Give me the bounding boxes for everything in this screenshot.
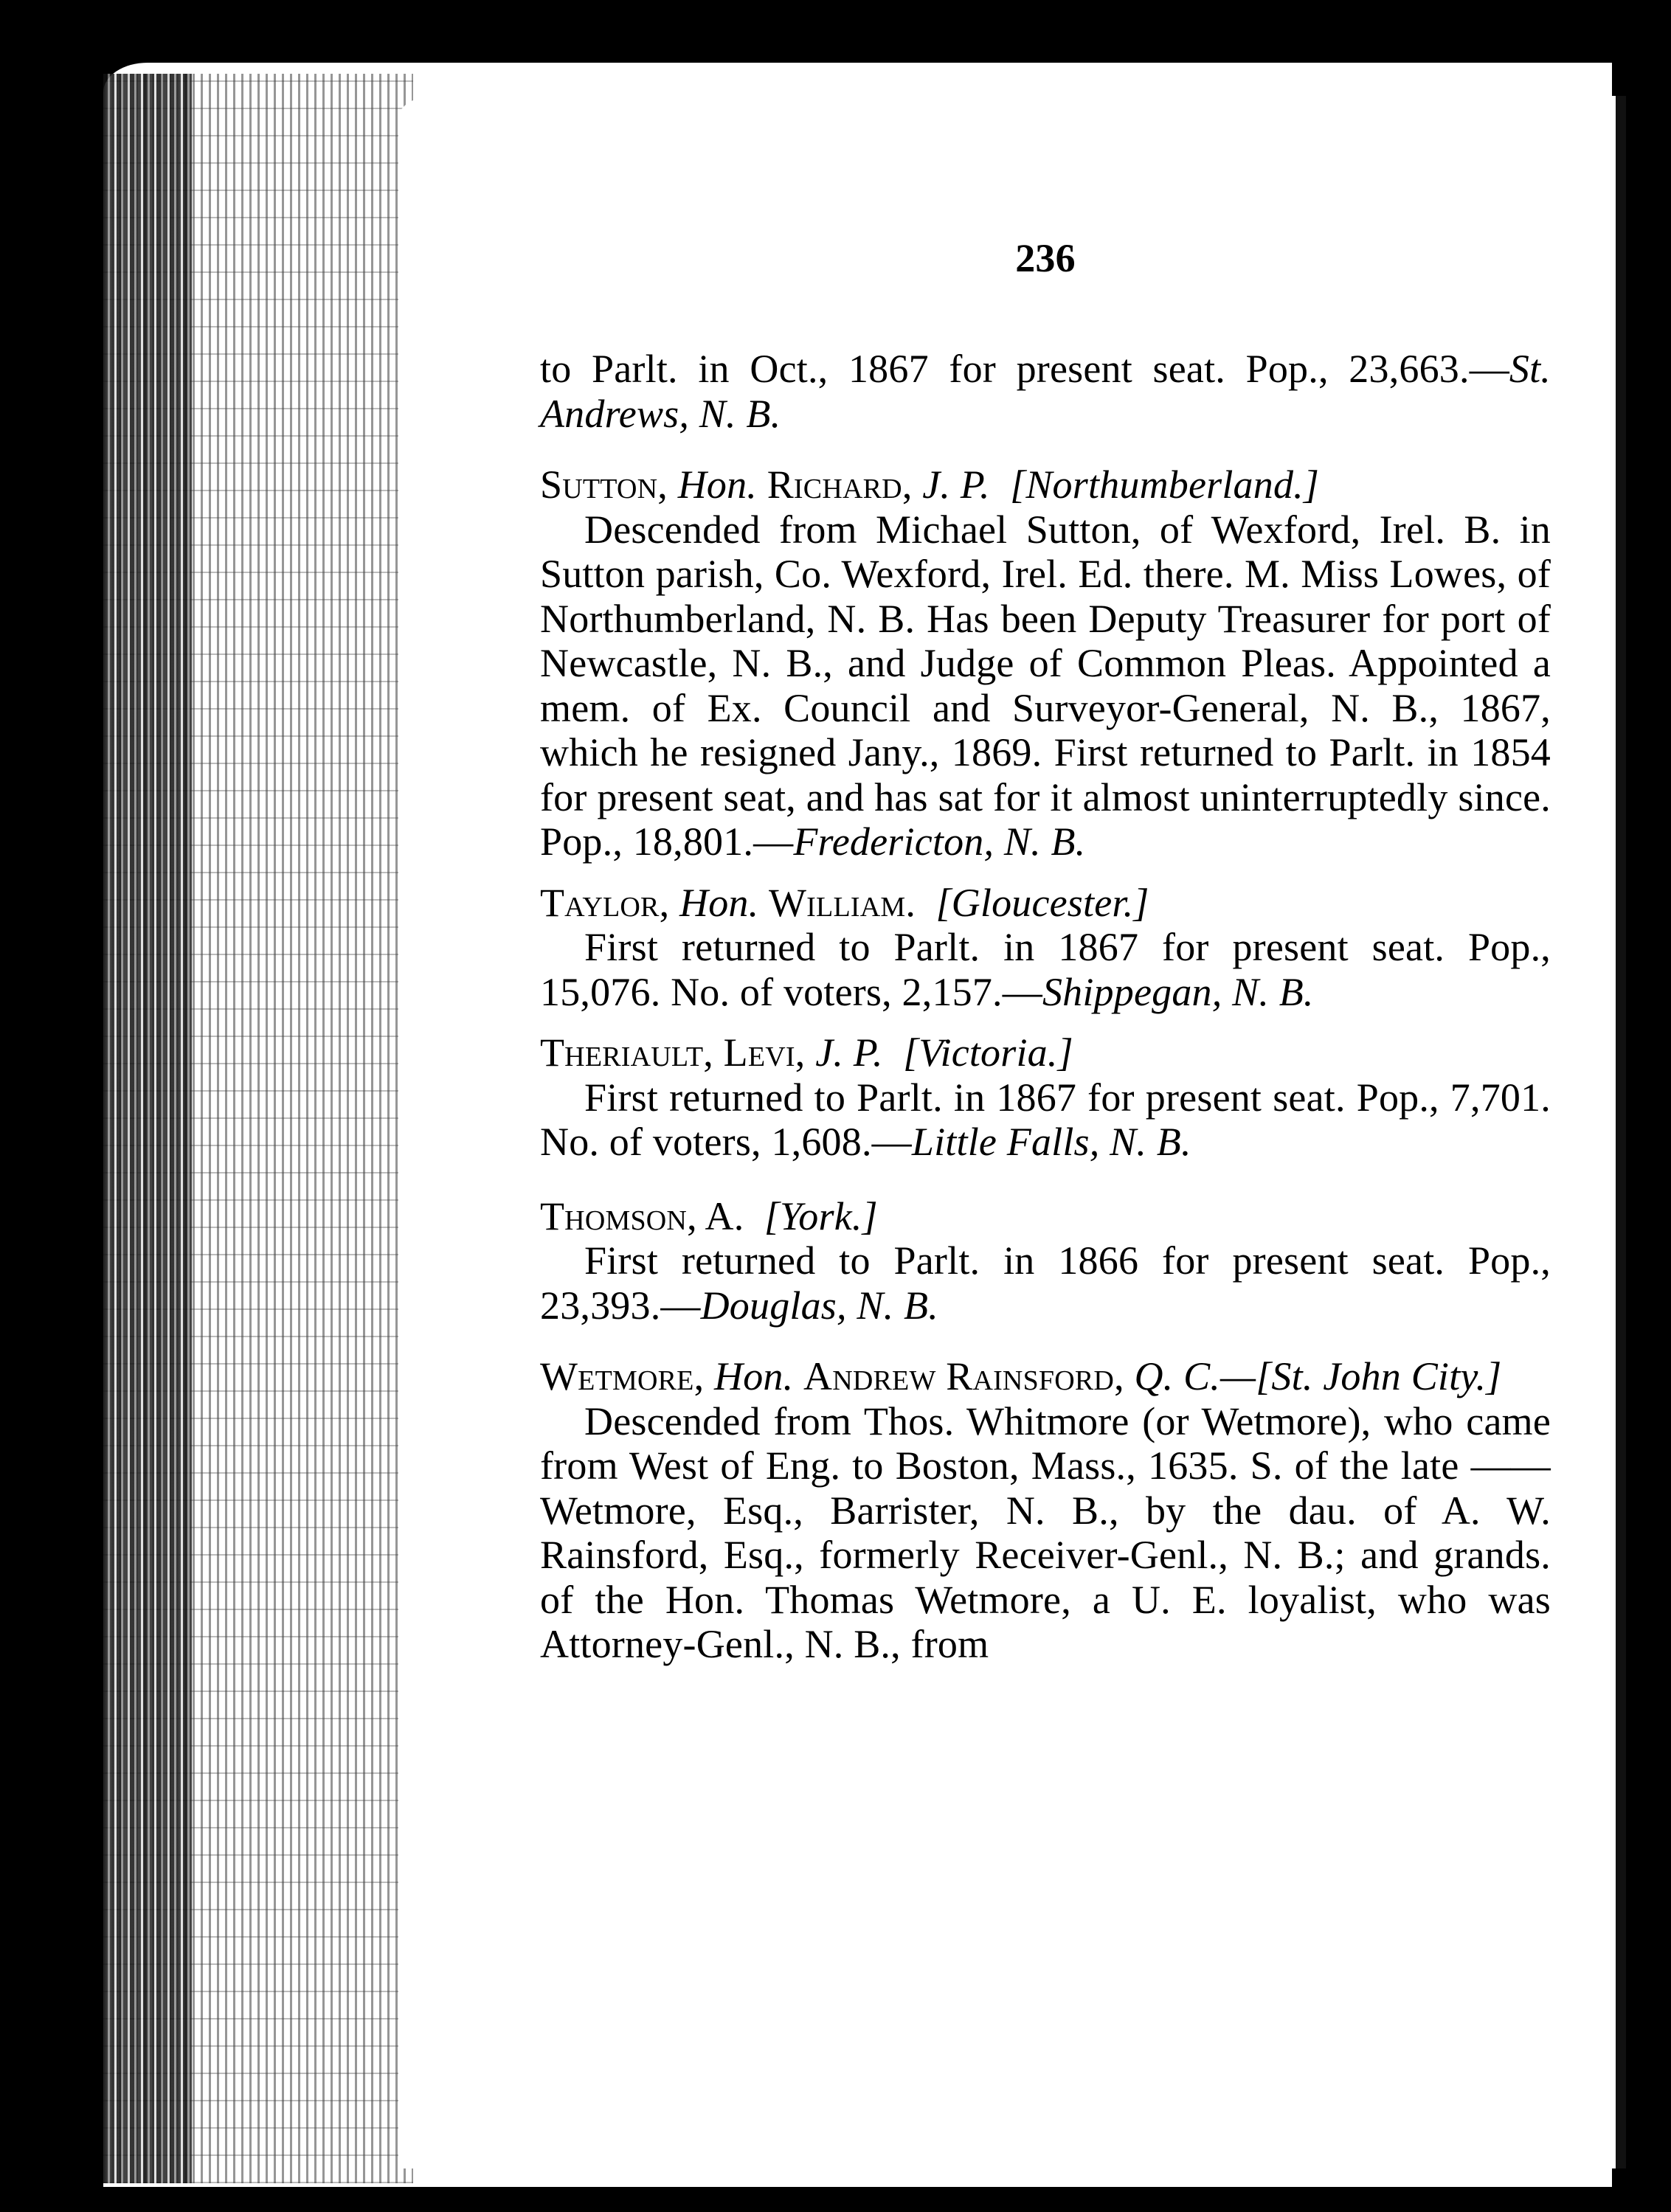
entry-suffix: Q. C.	[1134, 1354, 1220, 1398]
entry-suffix: J. P.	[922, 462, 990, 507]
entry-surname: Theriault	[540, 1030, 704, 1075]
page-number: 236	[1015, 236, 1076, 280]
entry-heading: Taylor, Hon. William. [Gloucester.]	[540, 880, 1149, 925]
entry-residence: Fredericton, N. B.	[793, 819, 1086, 864]
entry-honorific: Hon.	[714, 1354, 794, 1398]
entry-body	[540, 1399, 1551, 1667]
continuation-text	[540, 347, 1551, 436]
entry-heading: Theriault, Levi, J. P. [Victoria.]	[540, 1030, 1073, 1075]
entry-body-text: First returned to Parlt. in 1867 for present seat. Pop., 7,701. No. of voters, 1,608.—	[540, 1075, 1551, 1164]
continuation-line2: 23,663.—	[1349, 347, 1509, 391]
entry-seat: [Victoria.]	[903, 1030, 1073, 1075]
entry-residence: Douglas, N. B.	[700, 1283, 938, 1328]
entry-honorific: Hon.	[677, 462, 758, 507]
entry-body-text: Descended from Michael Sutton, of Wexford, Irel. B. in Sutton parish, Co. Wexford, Irel. Ed. there. M. Miss Lowes, of Northumberland, N. B. Has been Deputy Treasurer for port of Newcastle, N. B., and Judge of Common Pleas. Appointed a mem. of Ex. Council and Surveyor-General, N. B., 1867, which he resigned Jany., 1869. First returned to Parlt. in 1854 for present seat, and has sat for it almost uninterruptedly since. Pop., 18,801.—	[540, 507, 1551, 864]
entry-seat: [York.]	[764, 1193, 878, 1238]
entry-body-text: Descended from Thos. Whitmore (or Wetmore), who came from West of Eng. to Boston, Mass., 1635. S. of the late —— Wetmore, Esq., Barrister, N. B., by the dau. of A. W. Rainsford, Esq., formerly Receiver-Genl., N. B.; and grands. of the Hon. Thomas Wetmore, a U. E. loyalist, who was Attorney-Genl., N. B., from	[540, 1398, 1551, 1666]
entry-body	[540, 507, 1551, 864]
entry-heading: Wetmore, Hon. Andrew Rainsford, Q. C.—[St. John City.]	[540, 1354, 1502, 1398]
entry-honorific: Hon.	[679, 880, 759, 925]
book-spine-edge	[103, 74, 192, 2183]
continuation-place: St. Andrews, N. B.	[540, 347, 1551, 436]
entry-body	[540, 1238, 1551, 1328]
entry-surname: Taylor	[540, 880, 660, 925]
entry-given-name: Levi	[723, 1030, 795, 1075]
entry-given-name: William.	[769, 880, 916, 925]
entry-surname: Thomson	[540, 1193, 688, 1238]
entry-residence: Little Falls, N. B.	[911, 1120, 1191, 1164]
page-right-shadow	[1636, 111, 1658, 2161]
continuation-line1: to Parlt. in Oct., 1867 for present seat. Pop.,	[540, 347, 1329, 391]
entry-surname: Wetmore	[540, 1354, 694, 1398]
entry-seat: [Northumberland.]	[1010, 462, 1320, 507]
entry-seat: [Gloucester.]	[935, 880, 1149, 925]
entry-body-text: First returned to Parlt. in 1867 for present seat. Pop., 15,076. No. of voters, 2,157.—	[540, 925, 1551, 1014]
entry-heading: Sutton, Hon. Richard, J. P. [Northumberland.]	[540, 462, 1320, 507]
entry-body	[540, 1075, 1551, 1165]
entry-suffix: J. P.	[815, 1030, 883, 1075]
entry-given-name: Richard	[767, 462, 902, 507]
entry-body	[540, 925, 1551, 1014]
entry-body-text: First returned to Parlt. in 1866 for present seat. Pop., 23,393.—	[540, 1238, 1551, 1328]
entry-surname: Sutton	[540, 462, 658, 507]
entry-seat: —[St. John City.]	[1220, 1354, 1502, 1398]
body-text	[540, 347, 1551, 1667]
entry-residence: Shippegan, N. B.	[1042, 969, 1314, 1014]
entry-given-name: A.	[705, 1193, 744, 1238]
entry-heading: Thomson, A. [York.]	[540, 1193, 878, 1238]
entry-given-name: Andrew Rainsford	[803, 1354, 1115, 1398]
